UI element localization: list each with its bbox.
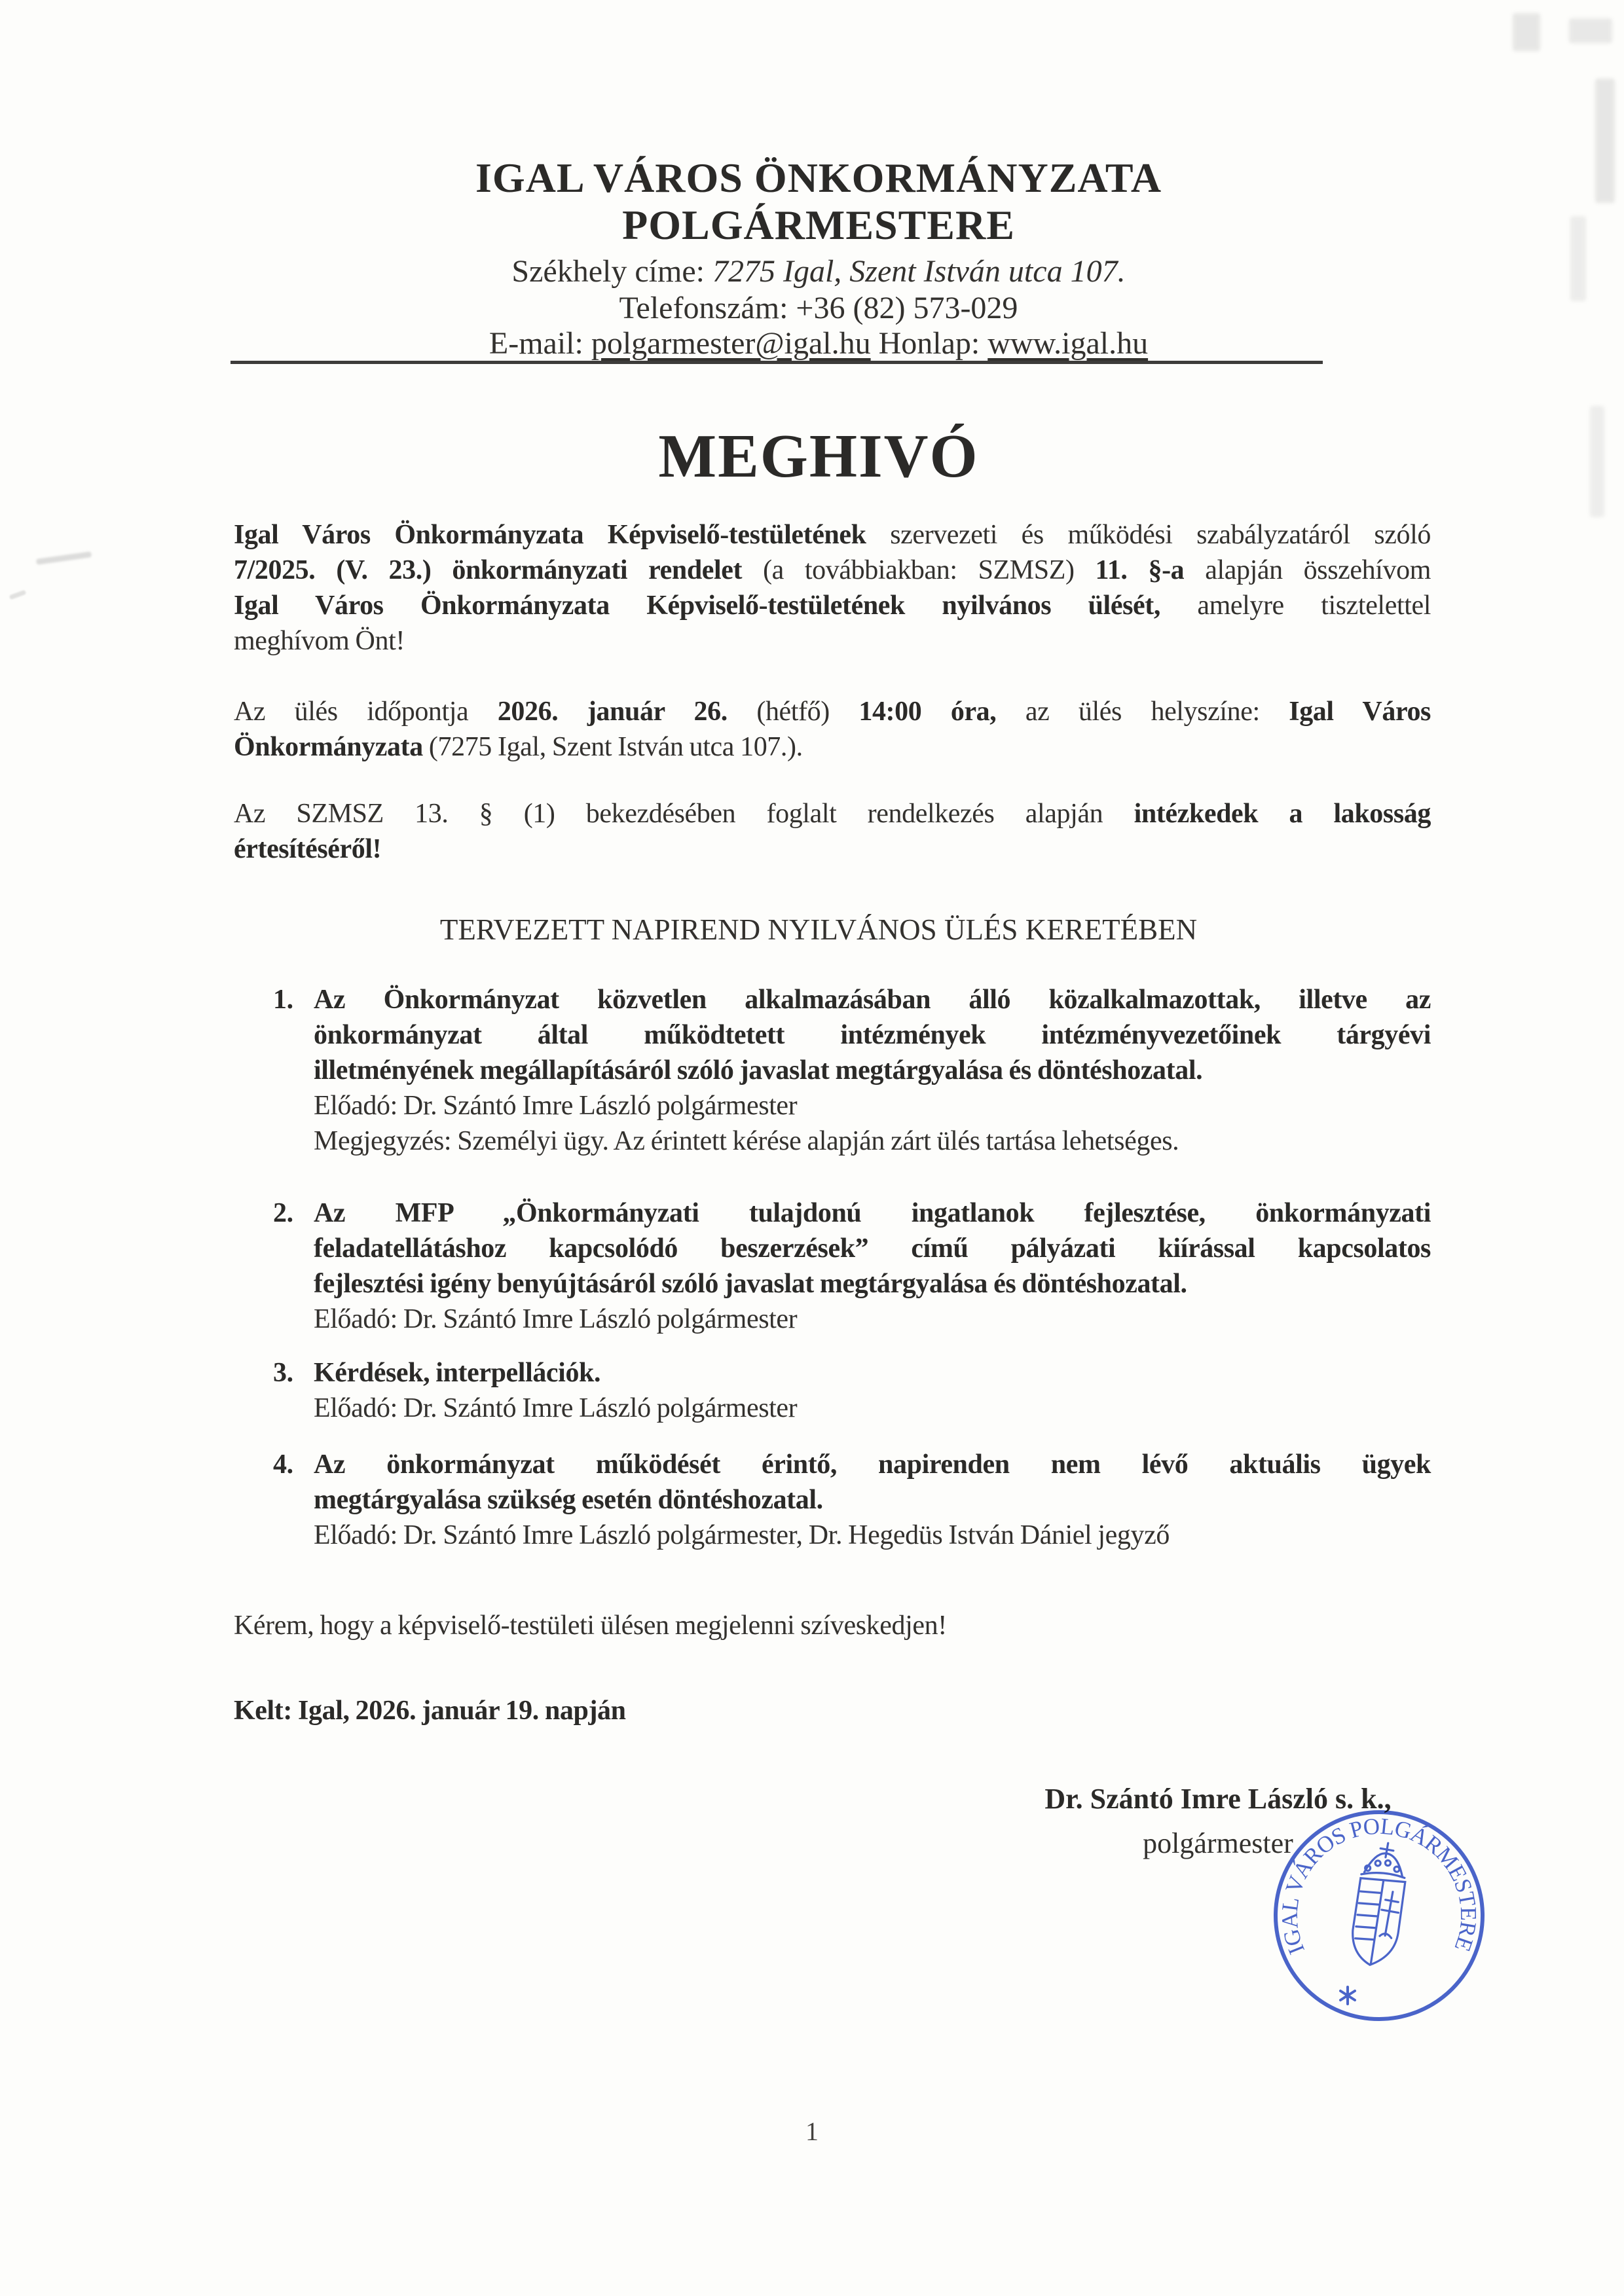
homepage-label: Honlap: — [870, 326, 988, 361]
org-phone-line: Telefonszám: +36 (82) 573-029 — [619, 291, 1018, 325]
presenter-line: Előadó: Dr. Szántó Imre László polgármester — [314, 1091, 798, 1121]
text-line: fejlesztési igény benyújtásáról szóló javaslat megtárgyalása és döntéshozatal. — [314, 1269, 1187, 1299]
asterisk-icon — [1340, 1987, 1355, 2004]
note-line: Megjegyzés: Személyi ügy. Az érintett kérése alapján zárt ülés tartása lehetséges. — [314, 1126, 1179, 1156]
scan-artifact — [1590, 406, 1604, 517]
org-contact-line — [216, 326, 1421, 361]
scan-artifact — [1595, 79, 1615, 203]
email-label: E-mail: — [489, 326, 591, 361]
agenda-item-number: 3. — [273, 1358, 293, 1388]
text-line: 7/2025. (V. 23.) önkormányzati rendelet (a továbbiakban: SZMSZ) 11. §-a alapján összehívom — [234, 555, 1431, 585]
scan-artifact — [1569, 18, 1612, 43]
coat-of-arms-icon — [1346, 1840, 1414, 1969]
document-title: MEGHIVÓ — [658, 422, 979, 490]
text-line: Kérdések, interpellációk. — [314, 1358, 601, 1388]
text-line: megtárgyalása szükség esetén döntéshozatal. — [314, 1485, 823, 1515]
intro-paragraph — [234, 517, 1431, 659]
text-line: meghívom Önt! — [234, 626, 405, 656]
text-line: Az Önkormányzat közvetlen alkalmazásában álló közalkalmazottak, illetve az — [314, 985, 1431, 1015]
presenter-line: Előadó: Dr. Szántó Imre László polgármester — [314, 1393, 798, 1423]
agenda-item-4 — [273, 1447, 1431, 1553]
text-line: Igal Város Önkormányzata Képviselő-testületének nyilvános ülését, amelyre tisztelettel — [234, 591, 1431, 621]
text-line: értesítéséről! — [234, 834, 382, 864]
scan-artifact — [1570, 216, 1586, 301]
homepage-link: www.igal.hu — [987, 326, 1149, 361]
org-address-line — [216, 254, 1421, 289]
presenter-line: Előadó: Dr. Szántó Imre László polgármester — [314, 1304, 798, 1334]
official-stamp — [1268, 1804, 1490, 2027]
text-line: Önkormányzata (7275 Igal, Szent István utca 107.). — [234, 732, 803, 762]
signature-name: Dr. Szántó Imre László s. k., — [1044, 1783, 1392, 1815]
address-label: Székhely címe: — [511, 254, 712, 289]
signature-role: polgármester — [1143, 1827, 1293, 1859]
email-link: polgarmester@igal.hu — [591, 326, 871, 361]
page-number: 1 — [805, 2117, 819, 2146]
text-line: Az önkormányzat működését érintő, napirenden nem lévő aktuális ügyek — [314, 1449, 1431, 1480]
agenda-item-2 — [273, 1195, 1431, 1337]
org-name-line2: POLGÁRMESTERE — [622, 202, 1015, 248]
agenda-item-3 — [273, 1355, 1431, 1426]
agenda-item-number: 1. — [273, 985, 293, 1015]
agenda-item-number: 4. — [273, 1449, 293, 1480]
stamp-text: IGAL VÁROS POLGÁRMESTERE — [1276, 1813, 1482, 1958]
header-divider — [231, 361, 1323, 364]
agenda-item-number: 2. — [273, 1198, 293, 1228]
agenda-item-1 — [273, 982, 1431, 1159]
text-line: Igal Város Önkormányzata Képviselő-testületének szervezeti és működési szabályzatáról szóló — [234, 520, 1431, 550]
dateline: Kelt: Igal, 2026. január 19. napján — [234, 1696, 626, 1726]
scan-artifact — [9, 590, 27, 600]
text-line: önkormányzat által működtetett intézmények intézményvezetőinek tárgyévi — [314, 1020, 1431, 1050]
scan-artifact — [36, 551, 92, 565]
text-line: feladatellátáshoz kapcsolódó beszerzések” című pályázati kiírással kapcsolatos — [314, 1233, 1431, 1264]
text-line: illetményének megállapításáról szóló javaslat megtárgyalása és döntéshozatal. — [314, 1055, 1203, 1085]
address-value: 7275 Igal, Szent István utca 107. — [712, 254, 1126, 289]
scan-artifact — [1513, 13, 1540, 51]
org-name-line1: IGAL VÁROS ÖNKORMÁNYZATA — [475, 155, 1162, 201]
stamp-graphic — [1268, 1804, 1490, 2027]
text-line: Az ülés időpontja 2026. január 26. (hétfő) 14:00 óra, az ülés helyszíne: Igal Város — [234, 697, 1431, 727]
presenter-line: Előadó: Dr. Szántó Imre László polgármester, Dr. Hegedüs István Dániel jegyző — [314, 1520, 1170, 1550]
scan-artifact — [909, 530, 914, 536]
closing-line: Kérem, hogy a képviselő-testületi ülésen megjelenni szíveskedjen! — [234, 1611, 947, 1641]
text-line: Az SZMSZ 13. § (1) bekezdésében foglalt rendelkezés alapján intézkedek a lakosság — [234, 799, 1431, 829]
meeting-info-paragraph — [234, 694, 1431, 765]
agenda-heading: TERVEZETT NAPIREND NYILVÁNOS ÜLÉS KERETÉBEN — [439, 913, 1198, 946]
text-line: Az MFP „Önkormányzati tulajdonú ingatlanok fejlesztése, önkormányzati — [314, 1198, 1431, 1228]
szmsz-paragraph — [234, 796, 1431, 867]
